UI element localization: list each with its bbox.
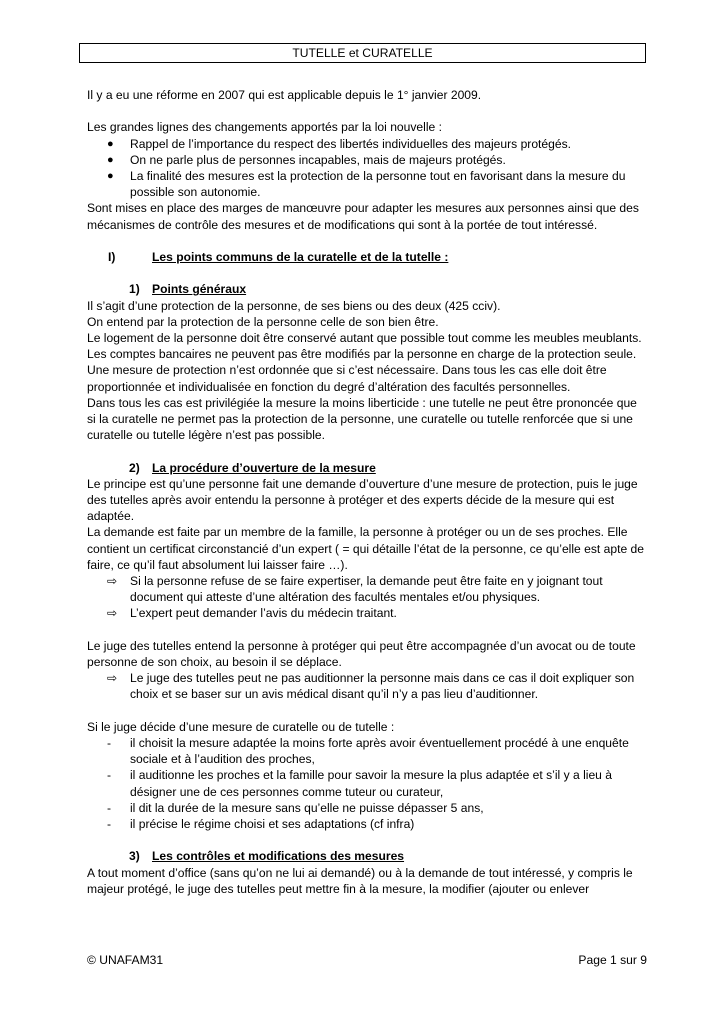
- section-title: Les points communs de la curatelle et de la tutelle :: [152, 250, 449, 264]
- arrow-right-icon: ⇨: [107, 671, 118, 686]
- dash-marker: -: [107, 817, 112, 832]
- list-item: ⇨ L’expert peut demander l’avis du médecin traitant.: [107, 606, 397, 621]
- paragraph: Si le juge décide d’une mesure de curatelle ou de tutelle :: [87, 719, 395, 734]
- section-number: I): [108, 250, 116, 264]
- arrow-right-icon: ⇨: [107, 606, 118, 621]
- changes-title: Les grandes lignes des changements apportés par la loi nouvelle :: [87, 120, 442, 135]
- paragraph: On entend par la protection de la personne celle de son bien être.: [87, 314, 439, 329]
- subsection-title: La procédure d’ouverture de la mesure: [152, 460, 376, 475]
- subsection-heading: [87, 281, 647, 297]
- subsection-number: 1): [129, 282, 140, 297]
- list-item: ● Rappel de l’importance du respect des libertés individuelles des majeurs protégés.: [107, 136, 571, 151]
- list-item: ⇨ Le juge des tutelles peut ne pas auditionner la personne mais dans ce cas il doit expliquer son choix et se baser sur un avis médical disant qu’il n’y a pas lieu d’auditionner.: [107, 671, 635, 702]
- arrow-right-icon: ⇨: [107, 574, 118, 589]
- reform-paragraph: Il y a eu une réforme en 2007 qui est applicable depuis le 1° janvier 2009.: [87, 88, 482, 102]
- dash-marker: -: [107, 736, 112, 751]
- dash-marker: -: [107, 800, 112, 815]
- list-item: - il dit la durée de la mesure sans qu’elle ne puisse dépasser 5 ans,: [107, 800, 484, 815]
- list-item: - il choisit la mesure adaptée la moins forte après avoir éventuellement procédé à une enquête sociale et à l’audition des proches,: [107, 736, 629, 767]
- list-item: - il auditionne les proches et la famille pour savoir la mesure la plus adaptée et s’il y a lieu à désigner une de ces personnes comme tuteur ou curateur,: [107, 768, 612, 799]
- paragraph: Une mesure de protection n’est ordonnée que si c’est nécessaire. Dans tous les cas elle doit être proportionnée et individualisée en fonction du degré d’altération des facultés personnelles.: [87, 363, 607, 394]
- subsection-number: 2): [129, 460, 140, 475]
- document-header: [79, 43, 646, 63]
- list-item: ⇨ Si la personne refuse de se faire expertiser, la demande peut être faite en y joignant tout document qui atteste d’une altération des facultés mentales et/ou physiques.: [107, 574, 603, 605]
- subsection-heading: [87, 460, 647, 476]
- subsection-title: Points généraux: [152, 282, 247, 297]
- bullet-icon: ●: [107, 137, 114, 150]
- subsection-number: 3): [129, 849, 140, 864]
- margins-paragraph: Sont mises en place des marges de manœuvre pour adapter les mesures aux personnes ainsi que des mécanismes de contrôle des mesures et de modifications qui sont à la portée de tout intéressé.: [87, 201, 639, 232]
- paragraph: A tout moment d’office (sans qu’on ne lui ai demandé) ou à la demande de tout intéressé, y compris le majeur protégé, le juge des tutelles peut mettre fin à la mesure, la modifier (ajouter ou enlever: [87, 865, 633, 896]
- paragraph: La demande est faite par un membre de la famille, la personne à protéger ou un de ses proches. Elle contient un certificat circonstancié d’un expert ( = qui détaille l’état de la personne, ce qu’elle est apte de faire, ce qu’il faut absolument lui laisser faire …).: [87, 525, 644, 572]
- document-title: TUTELLE et CURATELLE: [292, 46, 433, 60]
- paragraph: Le principe est qu’une personne fait une demande d’ouverture d’une mesure de protection, puis le juge des tutelles après avoir entendu la personne à protéger et des experts décide de la mesure qui est adaptée.: [87, 476, 638, 524]
- footer-page-number: Page 1 sur 9: [578, 953, 647, 967]
- paragraph: Dans tous les cas est privilégiée la mesure la moins liberticide : une tutelle ne peut être prononcée que si la curatelle ne permet pas la protection de la personne, une curatelle ou tutelle renforcée que si une curatelle ou tutelle légère n’est pas possible.: [87, 395, 637, 443]
- document-body: [87, 87, 647, 897]
- dash-marker: -: [107, 768, 112, 783]
- footer-copyright: © UNAFAM31: [87, 953, 164, 967]
- paragraph: Les comptes bancaires ne peuvent pas être modifiés par la personne en charge de la protection seule.: [87, 347, 637, 362]
- list-item: ● La finalité des mesures est la protection de la personne tout en favorisant dans la mesure du possible son autonomie.: [107, 169, 626, 200]
- bullet-icon: ●: [107, 170, 114, 182]
- list-item: - il précise le régime choisi et ses adaptations (cf infra): [107, 817, 415, 832]
- paragraph: Il s’agit d’une protection de la personne, de ses biens ou des deux (425 cciv).: [87, 298, 501, 313]
- subsection-title: Les contrôles et modifications des mesures: [152, 849, 405, 864]
- section-heading: [87, 249, 647, 265]
- list-item: ● On ne parle plus de personnes incapables, mais de majeurs protégés.: [107, 152, 506, 167]
- paragraph: Le juge des tutelles entend la personne à protéger qui peut être accompagnée d’un avocat ou de toute personne de son choix, au besoin il se déplace.: [87, 638, 636, 670]
- bullet-icon: ●: [107, 153, 114, 166]
- paragraph: Le logement de la personne doit être conservé autant que possible tout comme les meubles meublants.: [87, 331, 642, 345]
- subsection-heading: [87, 848, 647, 864]
